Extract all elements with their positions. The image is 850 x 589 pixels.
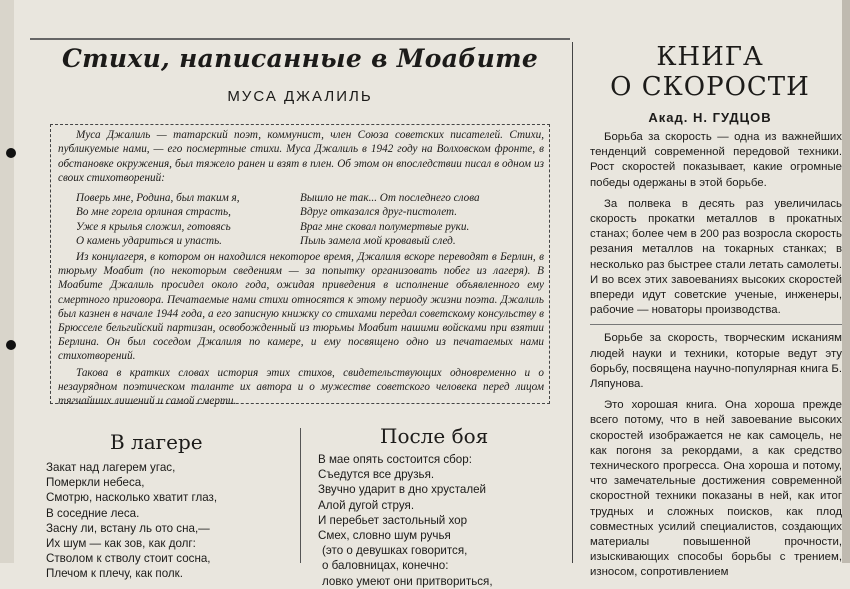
verse-line: Уже я крылья сложил, готовясь (76, 220, 231, 233)
intro-text (58, 128, 544, 186)
column-rule (572, 42, 573, 563)
poem-after-battle (318, 452, 493, 589)
poem-line: Смех, словно шум ручья (318, 529, 451, 543)
verse-line: Поверь мне, Родина, был таким я, (76, 192, 240, 204)
article-paragraph: Это хорошая книга. Она хороша прежде всего потому, что в ней завоевание высоких скоростей изображается не как самоцель, не как погоня за рекордами, а как средство технического прогресса. Она хороша и потому, что замечательные достижения современной скоростной техники показаны в ней, как итог трудных и сложных поисков, как плод совместных усилий специалистов, создающих материалы повышенной прочности, изыскивающих способы борьбы с трением, износом, сопротивлением (590, 399, 842, 579)
poem-title-in-camp: В лагере (110, 430, 203, 454)
poem-line: Засну ли, встану ль ото сна,— (46, 521, 210, 535)
paragraph-divider (590, 324, 842, 325)
article-author: МУСА ДЖАЛИЛЬ (227, 88, 373, 105)
body-paragraph: Из концлагеря, в котором он находился некоторое время, Джалиля вскоре переводят в Берлин, в тюрьму Моабит (по некоторым сведениям — за попытку организовать побег из лагеря). В Моабите Джалиль просидел около года, ожидая приведения в исполнение объявленного ему смертного приговора. Печатаемые нами стихи относятся к этому периоду жизни поэта. Джалиль был казнен в начале 1944 года, а его записную книжку со стихами передал советскому консульству в Брюсселе бельгийский партизан, освобожденный из тюрьмы Моабит нашими войсками при взятии Берлина. Он был соседом Джалиля по камере, и ему посвящено одно из печатаемых нами стихотворений. (58, 251, 544, 363)
poem-column-rule (300, 428, 301, 563)
poem-line: Закат над лагерем угас, (46, 461, 176, 474)
top-rule (30, 38, 570, 40)
poem-line: В соседние леса. (46, 506, 140, 520)
poem-line: Смотрю, насколько хватит глаз, (46, 491, 218, 505)
poem-line: ловко умеют они притвориться, (322, 574, 493, 588)
poem-line: Звучно ударит в дно хрусталей (318, 483, 487, 497)
poem-line: Плечом к плечу, как полк. (46, 567, 183, 581)
article-paragraph: Борьба за скорость — одна из важнейших тенденций современной передовой техники. Рост скоростей показывает, какие огромные победы одержаны в этой борьбе. (590, 131, 842, 189)
title-line: О СКОРОСТИ (610, 72, 810, 102)
book-article-body (590, 130, 842, 581)
article-paragraph: Борьбе за скорость, творческим исканиям людей науки и техники, которые ведут эту борьбу, посвящена научно-популярная книга Б. Ляпунова. (590, 332, 842, 391)
intro-paragraph: Муса Джалиль — татарский поэт, коммунист, член Союза советских писателей. Стихи, публикуемые нами, — его посмертные стихи. Муса Джалиль в 1942 году на Волховском фронте, в обстановке окружения, был тяжело ранен и взят в плен. Об этом он впоследствии писал в одном из своих стихотворений: (58, 129, 544, 185)
article-paragraph: За полвека в десять раз увеличилась скорость прокатки металлов в прокатных станах; более чем в 200 раз возросла скорость резания металлов на токарных станках; в несколько раз быстрее стали летать самолеты. И во всех этих завоеваниях высоких скоростей впереди идут советские ученые, инженеры, рабочие — новаторы производства. (590, 197, 842, 317)
intro-body (58, 250, 544, 410)
poem-line: Померкли небеса, (46, 476, 145, 490)
verse-line: Враг мне сковал полумертвые руки. (300, 220, 470, 233)
quoted-verse-right (300, 191, 480, 249)
verse-line: Вышло не так... От последнего слова (300, 192, 480, 204)
poem-line: Их шум — как зов, как долг: (46, 537, 196, 551)
poem-line: (это о девушках говорится, (322, 544, 468, 558)
book-article-author: Акад. Н. ГУДЦОВ (648, 110, 772, 125)
binding-hole (6, 148, 16, 158)
binding-hole (6, 340, 16, 350)
poem-line: Стволом к стволу стоит сосна, (46, 552, 211, 566)
body-paragraph: Такова в кратких словах история этих стихов, свидетельствующих одновременно и о незаурядном поэтическом таланте их автора и о мужестве советского человека перед лицом тягчайших лишений и самой смерти. (58, 366, 544, 408)
book-article-title (580, 42, 840, 102)
verse-line: О камень удариться и упасть. (76, 235, 222, 248)
verse-line: Пыль замела мой кровавый след. (300, 235, 456, 248)
poem-line: Съедутся все друзья. (318, 468, 435, 482)
verse-line: Во мне горела орлиная страсть, (76, 206, 231, 219)
quoted-verse-left (76, 191, 240, 249)
poem-line: И перебьет застольный хор (318, 513, 468, 527)
title-line: КНИГА (656, 42, 764, 72)
article-title: Стихи, написанные в Моабите (61, 44, 539, 73)
page-left-edge (0, 0, 14, 563)
verse-line: Вдруг отказался друг-пистолет. (300, 206, 458, 219)
poem-line: Алой дугой струя. (318, 498, 415, 512)
poem-line: В мае опять состоится сбор: (318, 453, 472, 466)
poem-line: о баловницах, конечно: (322, 559, 449, 573)
page-right-edge (842, 0, 850, 563)
poem-in-camp (46, 460, 217, 582)
poem-title-after-battle: После боя (380, 424, 489, 448)
